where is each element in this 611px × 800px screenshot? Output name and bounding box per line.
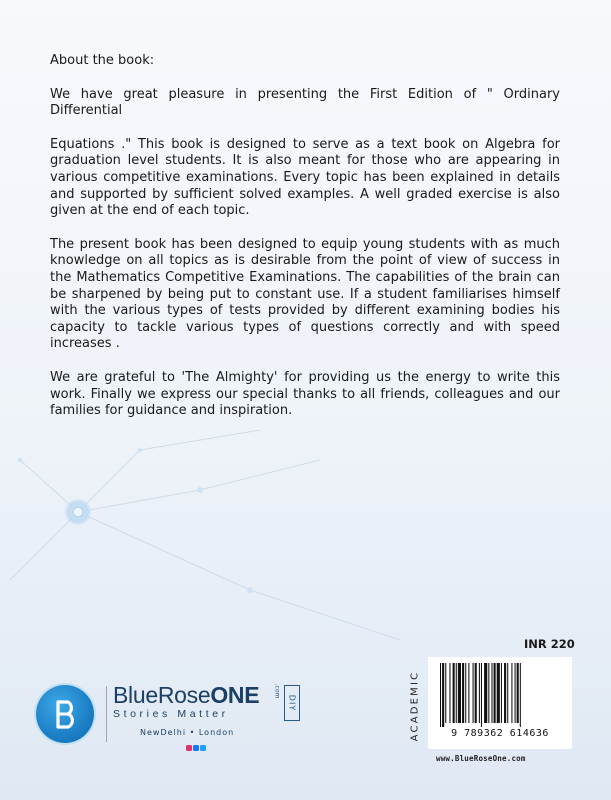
about-paragraph-1: We have great pleasure in presenting the First Edition of " Ordinary Differential <box>50 86 560 119</box>
dotcom-text: .com <box>273 683 281 699</box>
publisher-cities: NewDelhi • London <box>140 728 235 737</box>
isbn-digits: 9 789362 614636 <box>451 728 549 739</box>
publisher-tagline: Stories Matter <box>113 708 229 720</box>
price-label: INR 220 <box>524 637 575 651</box>
publisher-name-regular: BlueRose <box>113 682 211 708</box>
isbn-barcode-box <box>428 657 572 749</box>
diy-text: DIY <box>287 694 297 712</box>
facebook-icon <box>193 745 199 751</box>
logo-divider <box>106 686 107 742</box>
barcode-icon <box>438 663 562 727</box>
social-icons <box>186 745 206 751</box>
category-label <box>408 664 422 748</box>
publisher-name-bold: ONE <box>210 682 260 708</box>
website-url: www.BlueRoseOne.com <box>436 754 526 763</box>
instagram-icon <box>186 745 192 751</box>
twitter-icon <box>200 745 206 751</box>
about-paragraph-2: Equations ." This book is designed to serve as a text book on Algebra for graduation level students. It is also meant for those who are appearing in various competitive examinations. Every topic has been explained in details and supported by sufficient solved examples. A well graded exercise is also given at the end of each topic. <box>50 136 560 219</box>
book-description <box>50 53 560 437</box>
diy-badge <box>284 685 300 721</box>
bluerose-logo-icon <box>36 685 94 743</box>
category-text: ACADEMIC <box>409 670 421 742</box>
publisher-name <box>113 682 259 709</box>
about-heading: About the book: <box>50 53 155 68</box>
about-paragraph-3: The present book has been designed to equip young students with as much knowledge on all topics as is desirable from the point of view of success in the Mathematics Competitive Examinations. The capabilities of the brain can be sharpened by being put to constant use. If a student familiarises himself with the various types of tests provided by different examining bodies his capacity to tackle various types of questions correctly and with speed increases . <box>50 236 560 352</box>
about-paragraph-4: We are grateful to 'The Almighty' for providing us the energy to write this work. Finally we express our special thanks to all friends, colleagues and our families for guidance and inspiration. <box>50 369 560 419</box>
dotcom-label <box>272 683 282 699</box>
network-graphic-decoration <box>0 430 611 690</box>
